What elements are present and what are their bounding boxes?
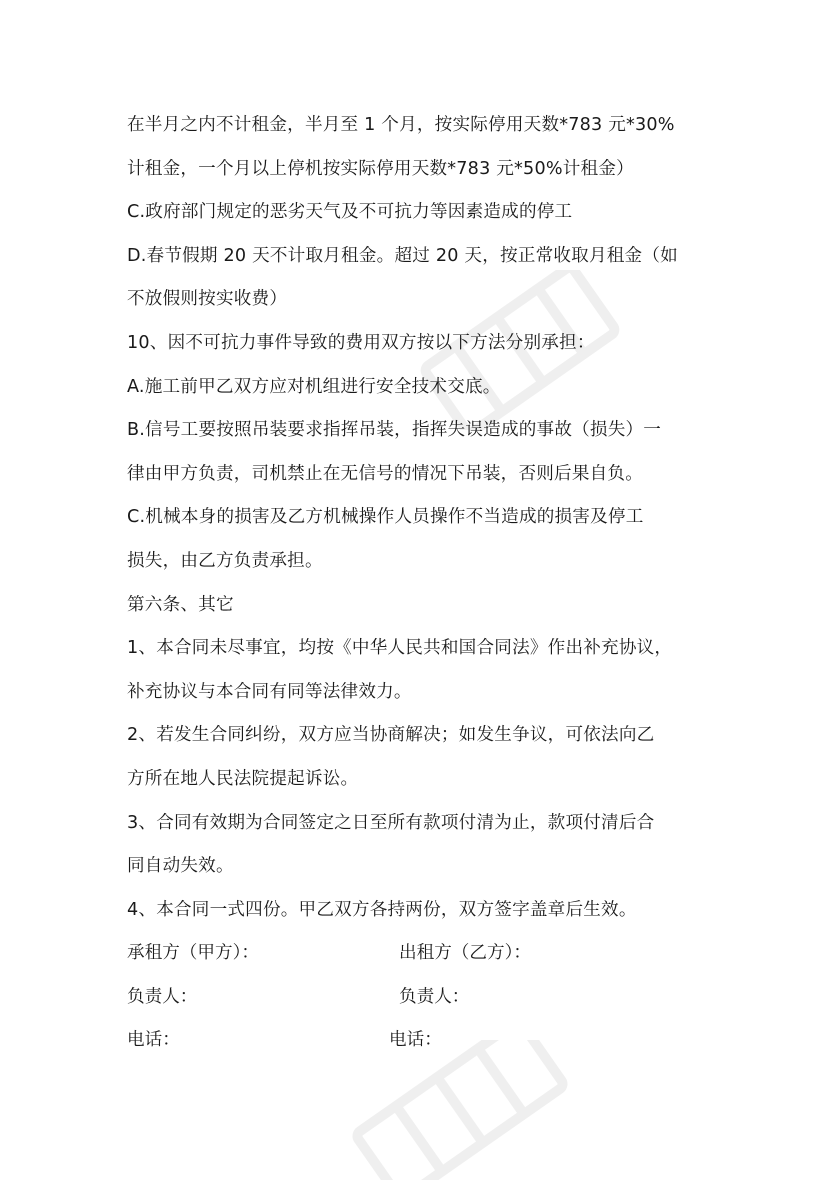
- text-line-16: 方所在地人民法院提起诉讼。: [127, 768, 359, 789]
- lessor-person-label: 负责人：: [399, 986, 470, 1007]
- text-line-8: B.信号工要按照吊装要求指挥吊装，指挥失误造成的事故（损失）一: [127, 420, 662, 441]
- text-line-14: 补充协议与本合同有同等法律效力。: [127, 681, 412, 702]
- text-line-5: 不放假则按实收费）: [127, 289, 288, 310]
- text-line-1: 在半月之内不计租金，半月至 1 个月，按实际停用天数*783 元*30%: [127, 115, 675, 135]
- lessor-phone-label: 电话：: [389, 1030, 442, 1051]
- text-line-7: A.施工前甲乙双方应对机组进行安全技术交底。: [127, 376, 501, 397]
- lessee-person-label: 负责人：: [127, 986, 198, 1007]
- document-body: [127, 104, 717, 1063]
- signature-row-person: [127, 976, 717, 1020]
- text-line-13: 1、本合同未尽事宜，均按《中华人民共和国合同法》作出补充协议，: [127, 638, 673, 659]
- lessee-label: 承租方（甲方）：: [127, 943, 259, 964]
- lessor-label: 出租方（乙方）：: [399, 943, 531, 964]
- text-line-11: 损失，由乙方负责承担。: [127, 550, 323, 571]
- section-heading-other: 第六条、其它: [127, 594, 234, 615]
- text-line-17: 3、合同有效期为合同签定之日至所有款项付清为止，款项付清后合: [127, 812, 655, 833]
- text-line-19: 4、本合同一式四份。甲乙双方各持两份，双方签字盖章后生效。: [127, 899, 637, 920]
- signature-row-party: [127, 932, 717, 976]
- lessee-phone-label: 电话：: [127, 1030, 180, 1051]
- text-line-6: 10、因不可抗力事件导致的费用双方按以下方法分别承担：: [127, 332, 595, 353]
- text-line-18: 同自动失效。: [127, 856, 234, 877]
- text-line-3: C.政府部门规定的恶劣天气及不可抗力等因素造成的停工: [127, 202, 573, 223]
- text-line-10: C.机械本身的损害及乙方机械操作人员操作不当造成的损害及停工: [127, 507, 644, 528]
- text-line-4: D.春节假期 20 天不计取月租金。超过 20 天，按正常收取月租金（如: [127, 245, 678, 266]
- text-line-15: 2、若发生合同纠纷，双方应当协商解决；如发生争议，可依法向乙: [127, 725, 655, 746]
- text-line-2: 计租金，一个月以上停机按实际停用天数*783 元*50%计租金）: [127, 158, 634, 179]
- text-line-9: 律由甲方负责，司机禁止在无信号的情况下吊装，否则后果自负。: [127, 463, 644, 484]
- signature-row-phone: [127, 1019, 717, 1063]
